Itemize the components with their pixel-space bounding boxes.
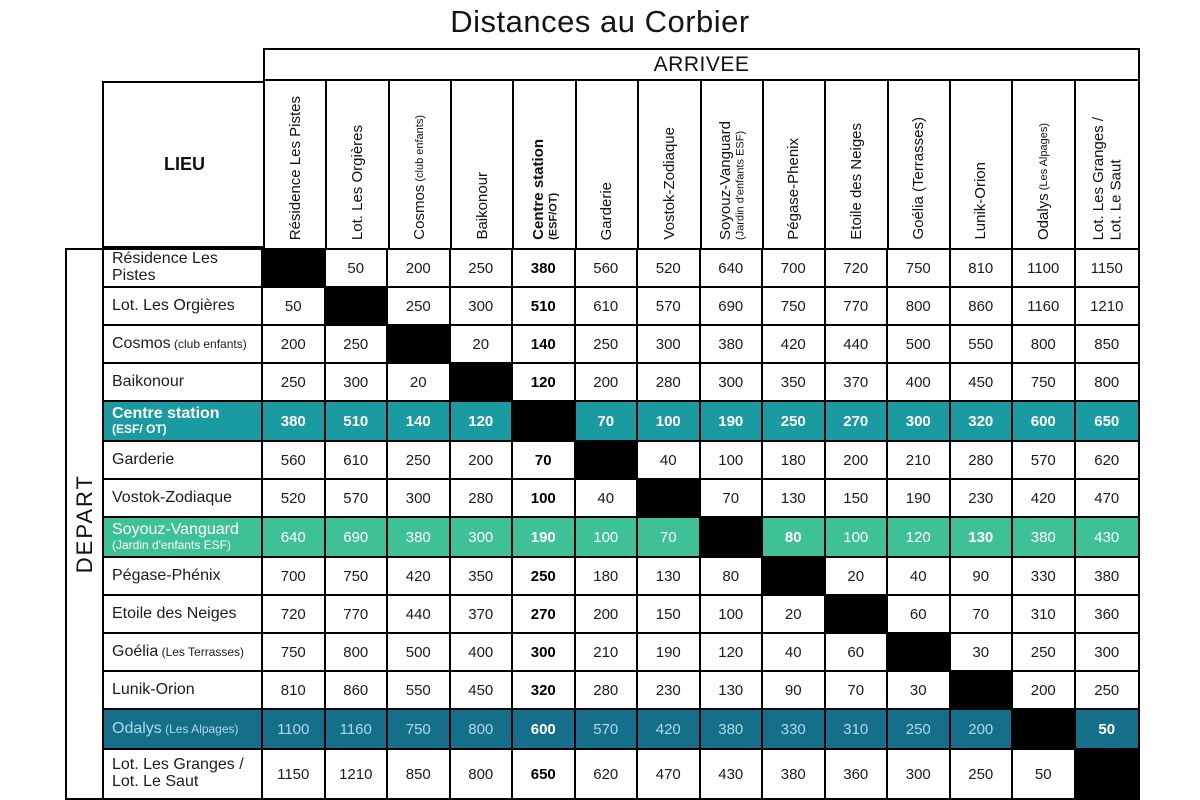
distance-cell: 750 [763,288,826,326]
distance-cell: 100 [576,518,639,558]
distance-cell: 300 [638,326,701,364]
distance-cell: 130 [701,672,764,710]
distance-cell: 20 [388,364,451,402]
distance-cell: 330 [1013,558,1076,596]
diagonal-cell [1076,750,1139,798]
label-text: Garderie [112,450,175,468]
distance-cell: 200 [1013,672,1076,710]
row-label [104,596,263,634]
distance-cell: 50 [1076,710,1139,750]
distance-cell: 100 [513,480,576,518]
distance-cell: 30 [951,634,1014,672]
distance-cell: 190 [888,480,951,518]
col-header [764,81,826,248]
distance-cell: 420 [763,326,826,364]
distance-cell: 300 [513,634,576,672]
distance-cell: 70 [701,480,764,518]
distance-cell: 370 [826,364,889,402]
distance-cell: 570 [638,288,701,326]
distance-cell: 330 [763,710,826,750]
distance-cell: 690 [326,518,389,558]
distance-cell: 430 [1076,518,1139,558]
distance-cell: 380 [1076,558,1139,596]
col-header [702,81,764,248]
label-text: Résidence Les Pistes [286,95,304,240]
diagonal-cell [1013,710,1076,750]
distance-cell: 250 [1013,634,1076,672]
row-label [104,442,263,480]
col-header-label [349,125,366,240]
col-header [452,81,514,248]
distance-cell: 280 [576,672,639,710]
distance-cell: 250 [388,288,451,326]
label-text: Garderie [598,181,616,240]
distance-cell: 440 [388,596,451,634]
distance-cell: 380 [701,326,764,364]
label-text: Goélia (Terrasses) [910,117,928,240]
label-text: Etoile des Neiges [847,123,865,240]
arrivee-header: ARRIVEE [263,48,1140,81]
distance-cell: 1160 [326,710,389,750]
diagonal-cell [326,288,389,326]
distance-cell: 600 [513,710,576,750]
label-text: Lunik-Orion [112,680,195,698]
distance-cell: 300 [388,480,451,518]
distance-cell: 250 [888,710,951,750]
distance-cell: 420 [1013,480,1076,518]
col-header-label [910,117,927,240]
label-subtext: (Jardin d'enfants ESF) [733,130,746,240]
distance-cell: 150 [638,596,701,634]
distance-cell: 60 [826,634,889,672]
col-header [514,81,576,248]
distance-cell: 140 [513,326,576,364]
col-header-label [717,121,747,240]
col-header-label [1090,117,1125,240]
distance-cell: 1160 [1013,288,1076,326]
distance-cell: 280 [638,364,701,402]
distance-cell: 1150 [263,750,326,798]
col-header [1013,81,1075,248]
column-headers [263,81,1140,248]
distance-cell: 380 [263,402,326,442]
col-header [826,81,888,248]
distance-cell: 300 [888,402,951,442]
distance-cell: 140 [388,402,451,442]
distance-cell: 100 [826,518,889,558]
distance-cell: 750 [888,250,951,288]
distance-cell: 700 [763,250,826,288]
distance-cell: 70 [513,442,576,480]
distance-cell: 1150 [1076,250,1139,288]
distance-cell: 350 [763,364,826,402]
col-header-label [785,138,802,240]
distance-cell: 270 [826,402,889,442]
distance-cell: 470 [1076,480,1139,518]
distance-cell: 380 [701,710,764,750]
distance-cell: 800 [451,750,514,798]
col-header-label [848,123,865,240]
distance-cell: 1210 [1076,288,1139,326]
col-header-label [598,182,615,240]
distance-cell: 30 [888,672,951,710]
label-text: Etoile des Neiges [112,604,237,622]
distance-cell: 130 [763,480,826,518]
col-header-label [972,162,989,240]
distance-cell: 750 [388,710,451,750]
diagonal-cell [263,250,326,288]
distance-cell: 440 [826,326,889,364]
distance-cell: 310 [1013,596,1076,634]
row-label [104,402,263,442]
distance-cell: 230 [951,480,1014,518]
distance-cell: 70 [576,402,639,442]
distance-cell: 200 [951,710,1014,750]
distance-cell: 640 [263,518,326,558]
distance-cell: 860 [951,288,1014,326]
distance-cell: 90 [951,558,1014,596]
distance-cell: 120 [513,364,576,402]
distance-cell: 300 [326,364,389,402]
diagonal-cell [701,518,764,558]
distance-matrix [102,248,1140,800]
label-text: Cosmos (club enfants) [411,115,429,240]
distance-cell: 50 [1013,750,1076,798]
diagonal-cell [451,364,514,402]
distance-cell: 80 [763,518,826,558]
distance-cell: 570 [576,710,639,750]
distance-cell: 420 [638,710,701,750]
depart-header [65,248,102,800]
distance-cell: 570 [326,480,389,518]
distance-cell: 320 [951,402,1014,442]
row-label [104,634,263,672]
distance-cell: 300 [451,518,514,558]
depart-label: DEPART [71,474,97,574]
row-label [104,750,263,798]
distance-cell: 120 [451,402,514,442]
distance-cell: 450 [451,672,514,710]
distance-cell: 210 [888,442,951,480]
distance-cell: 520 [263,480,326,518]
label-text: Lot. Les Granges / [1089,116,1107,240]
col-header-label [661,127,678,240]
distance-cell: 380 [763,750,826,798]
diagonal-cell [638,480,701,518]
label-text: Odalys (Les Alpages) [1034,122,1052,240]
distance-cell: 430 [701,750,764,798]
label-subtext: Lot. Le Saut [112,773,199,790]
label-text: Soyouz-Vanguard [112,521,239,539]
distance-cell: 310 [826,710,889,750]
label-text: Cosmos (club enfants) [112,334,247,352]
distance-cell: 800 [888,288,951,326]
col-header-label [287,96,304,240]
distance-cell: 250 [326,326,389,364]
label-text: Vostok-Zodiaque [112,488,233,506]
distance-cell: 650 [513,750,576,798]
col-header [327,81,389,248]
distance-cell: 420 [388,558,451,596]
col-header [390,81,452,248]
distance-cell: 230 [638,672,701,710]
lieu-header: LIEU [102,81,265,248]
distance-cell: 270 [513,596,576,634]
col-header [1076,81,1138,248]
distance-cell: 190 [513,518,576,558]
distance-cell: 800 [326,634,389,672]
diagonal-cell [513,402,576,442]
distance-cell: 200 [263,326,326,364]
col-header-label [530,139,560,240]
row-label [104,558,263,596]
distance-cell: 850 [1076,326,1139,364]
label-text: Résidence Les Pistes [112,250,218,284]
distance-cell: 560 [576,250,639,288]
distance-cell: 200 [388,250,451,288]
distance-cell: 100 [701,442,764,480]
distance-cell: 130 [638,558,701,596]
distance-cell: 250 [263,364,326,402]
distance-cell: 90 [763,672,826,710]
col-header-label [1035,123,1052,240]
label-text: Lunik-Orion [972,162,990,240]
distance-cell: 150 [826,480,889,518]
label-text: Centre station [529,139,547,240]
distance-cell: 80 [701,558,764,596]
distance-cell: 570 [1013,442,1076,480]
distance-cell: 40 [763,634,826,672]
distance-cell: 70 [638,518,701,558]
diagonal-cell [951,672,1014,710]
label-text: Lot. Les Orgières [348,124,366,240]
distance-cell: 650 [1076,402,1139,442]
col-header [639,81,701,248]
distance-cell: 400 [451,634,514,672]
distance-cell: 690 [701,288,764,326]
distance-cell: 370 [451,596,514,634]
distance-cell: 250 [388,442,451,480]
distance-cell: 250 [1076,672,1139,710]
diagonal-cell [826,596,889,634]
distance-cell: 750 [263,634,326,672]
label-text: Pégase-Phenix [785,138,803,240]
distance-cell: 300 [888,750,951,798]
distance-cell: 300 [701,364,764,402]
distance-cell: 250 [513,558,576,596]
distance-cell: 750 [1013,364,1076,402]
page-title: Distances au Corbier [450,4,750,39]
distance-cell: 1210 [326,750,389,798]
distance-cell: 610 [576,288,639,326]
distance-cell: 20 [763,596,826,634]
distance-cell: 350 [451,558,514,596]
distance-cell: 750 [326,558,389,596]
distance-cell: 640 [701,250,764,288]
diagonal-cell [888,634,951,672]
distance-cell: 300 [451,288,514,326]
label-subtext: Lot. Le Saut [1106,159,1124,240]
distance-cell: 250 [763,402,826,442]
distance-cell: 550 [388,672,451,710]
label-text: Vostok-Zodiaque [660,127,678,240]
distance-cell: 100 [638,402,701,442]
distance-cell: 720 [263,596,326,634]
label-text: Odalys (Les Alpages) [112,719,239,737]
distance-cell: 180 [576,558,639,596]
distance-cell: 620 [1076,442,1139,480]
label-text: Lot. Les Orgières [112,296,235,314]
distance-cell: 380 [1013,518,1076,558]
distance-cell: 40 [638,442,701,480]
distance-cell: 610 [326,442,389,480]
distance-cell: 280 [451,480,514,518]
distance-cell: 810 [263,672,326,710]
label-text: Pégase-Phénix [112,566,221,584]
distance-cell: 280 [951,442,1014,480]
distance-cell: 70 [826,672,889,710]
distance-cell: 50 [326,250,389,288]
row-label [104,480,263,518]
distance-cell: 380 [388,518,451,558]
distance-cell: 20 [451,326,514,364]
distance-cell: 200 [576,364,639,402]
label-subtext: (Jardin d'enfants ESF) [112,538,232,553]
label-text: Baikonour [473,172,491,240]
distance-cell: 700 [263,558,326,596]
distance-cell: 70 [951,596,1014,634]
distance-cell: 360 [1076,596,1139,634]
distance-cell: 120 [701,634,764,672]
distance-cell: 210 [576,634,639,672]
distance-cell: 1100 [263,710,326,750]
col-header-label [474,172,491,240]
distance-cell: 40 [888,558,951,596]
distance-cell: 800 [1013,326,1076,364]
distance-cell: 470 [638,750,701,798]
col-header [577,81,639,248]
distance-cell: 190 [701,402,764,442]
row-label [104,710,263,750]
distance-cell: 200 [451,442,514,480]
label-text: Lot. Les Granges / [112,756,244,774]
distance-cell: 510 [513,288,576,326]
distance-cell: 130 [951,518,1014,558]
distance-cell: 190 [638,634,701,672]
diagonal-cell [388,326,451,364]
distance-cell: 120 [888,518,951,558]
distance-cell: 720 [826,250,889,288]
distance-cell: 1100 [1013,250,1076,288]
distance-cell: 200 [826,442,889,480]
col-header-label [411,115,428,240]
distance-cell: 800 [451,710,514,750]
col-header [265,81,327,248]
label-text: Soyouz-Vanguard [716,121,734,240]
label-text: Goélia (Les Terrasses) [112,642,245,660]
row-label [104,288,263,326]
distance-cell: 510 [326,402,389,442]
distance-cell: 250 [576,326,639,364]
distance-cell: 40 [576,480,639,518]
distance-cell: 250 [451,250,514,288]
label-text: Baikonour [112,372,185,390]
distance-cell: 360 [826,750,889,798]
distance-cell: 520 [638,250,701,288]
label-subtext: (ESF/OT) [546,192,559,240]
distance-cell: 810 [951,250,1014,288]
distance-cell: 100 [701,596,764,634]
distance-cell: 20 [826,558,889,596]
distance-cell: 300 [1076,634,1139,672]
distance-cell: 560 [263,442,326,480]
distance-cell: 500 [388,634,451,672]
row-label [104,326,263,364]
distance-cell: 180 [763,442,826,480]
row-label [104,250,263,288]
label-text: Centre station [112,405,220,423]
distance-cell: 250 [951,750,1014,798]
distance-cell: 620 [576,750,639,798]
row-label [104,518,263,558]
distance-cell: 320 [513,672,576,710]
distance-cell: 860 [326,672,389,710]
distance-cell: 60 [888,596,951,634]
distance-cell: 400 [888,364,951,402]
label-subtext: (ESF/ OT) [112,422,167,437]
distance-cell: 550 [951,326,1014,364]
col-header [951,81,1013,248]
distance-cell: 450 [951,364,1014,402]
distance-cell: 200 [576,596,639,634]
diagonal-cell [576,442,639,480]
diagonal-cell [763,558,826,596]
distance-cell: 500 [888,326,951,364]
distance-cell: 850 [388,750,451,798]
distance-cell: 600 [1013,402,1076,442]
row-label [104,364,263,402]
distance-cell: 50 [263,288,326,326]
col-header [889,81,951,248]
distance-cell: 800 [1076,364,1139,402]
row-label [104,672,263,710]
distance-cell: 380 [513,250,576,288]
distance-cell: 770 [826,288,889,326]
distance-cell: 770 [326,596,389,634]
